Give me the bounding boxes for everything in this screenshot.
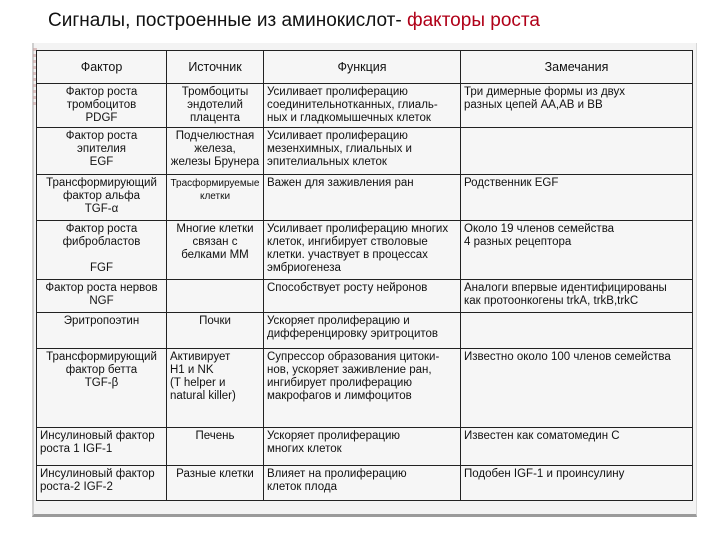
header-row (37, 51, 693, 84)
notes-cell: Около 19 членов семейства 4 разных рецептора (461, 221, 693, 280)
source-cell (167, 280, 264, 313)
factor-cell: Трансформирующий фактор бетта TGF-β (37, 349, 167, 428)
function-cell: Усиливает пролиферацию мезенхимных, глиальных и эпителиальных клеток (264, 128, 461, 175)
source-cell: Подчелюстная железа, железы Брунера (167, 128, 264, 175)
notes-cell: Родственник EGF (461, 175, 693, 221)
function-cell: Усиливает пролиферацию многих клеток, ингибирует стволовые клетки. участвует в процессах эмбриогенеза (264, 221, 461, 280)
function-cell: Супрессор образования цитоки- нов, ускоряет заживление ран, ингибирует пролиферацию макрофагов и лимфоцитов (264, 349, 461, 428)
factor-cell: Фактор роста нервов NGF (37, 280, 167, 313)
title-highlight: факторы роста (406, 10, 540, 31)
table-row (37, 349, 693, 428)
header-function: Функция (264, 51, 461, 84)
notes-cell (461, 313, 693, 349)
source-cell: Многие клетки связан с белками ММ (167, 221, 264, 280)
table-row (37, 280, 693, 313)
table-row (37, 221, 693, 280)
source-cell: Печень (167, 428, 264, 466)
table-row (37, 313, 693, 349)
function-cell: Усиливает пролиферацию соединительнотканных, глиаль- ных и гладкомышечных клеток (264, 84, 461, 128)
source-cell: Активирует H1 и NK (T helper и natural killer) (167, 349, 264, 428)
table-row (37, 175, 693, 221)
function-cell: Влияет на пролиферацию клеток плода (264, 466, 461, 501)
header-source: Источник (167, 51, 264, 84)
notes-cell: Известен как соматомедин С (461, 428, 693, 466)
page-title (48, 10, 540, 32)
factor-cell: Фактор роста тромбоцитов PDGF (37, 84, 167, 128)
header-factor: Фактор (37, 51, 167, 84)
table-row (37, 466, 693, 501)
notes-cell (461, 128, 693, 175)
table-row (37, 84, 693, 128)
factor-cell: Фактор роста эпителия EGF (37, 128, 167, 175)
factor-cell: Фактор роста фибробластов FGF (37, 221, 167, 280)
notes-cell: Подобен IGF-1 и проинсулину (461, 466, 693, 501)
source-cell: Почки (167, 313, 264, 349)
table-row (37, 128, 693, 175)
factor-cell: Инсулиновый фактор роста-2 IGF-2 (37, 466, 167, 501)
function-cell: Способствует росту нейронов (264, 280, 461, 313)
function-cell: Ускоряет пролиферацию многих клеток (264, 428, 461, 466)
notes-cell: Аналоги впервые идентифицированы как протоонкогены trkA, trkB,trkC (461, 280, 693, 313)
notes-cell: Три димерные формы из двух разных цепей АА,АВ и ВВ (461, 84, 693, 128)
table-row (37, 428, 693, 466)
title-prefix: Сигналы, построенные из аминокислот- (48, 10, 407, 31)
function-cell: Ускоряет пролиферацию и дифференцировку эритроцитов (264, 313, 461, 349)
header-notes: Замечания (461, 51, 693, 84)
source-cell: Тромбоциты эндотелий плацента (167, 84, 264, 128)
growth-factors-table (36, 50, 693, 501)
source-cell: Трасформируемые клетки (167, 175, 264, 221)
factor-cell: Трансформирующий фактор альфа TGF-α (37, 175, 167, 221)
function-cell: Важен для заживления ран (264, 175, 461, 221)
factor-cell: Инсулиновый фактор роста 1 IGF-1 (37, 428, 167, 466)
notes-cell: Известно около 100 членов семейства (461, 349, 693, 428)
factor-cell: Эритропоэтин (37, 313, 167, 349)
source-cell: Разные клетки (167, 466, 264, 501)
